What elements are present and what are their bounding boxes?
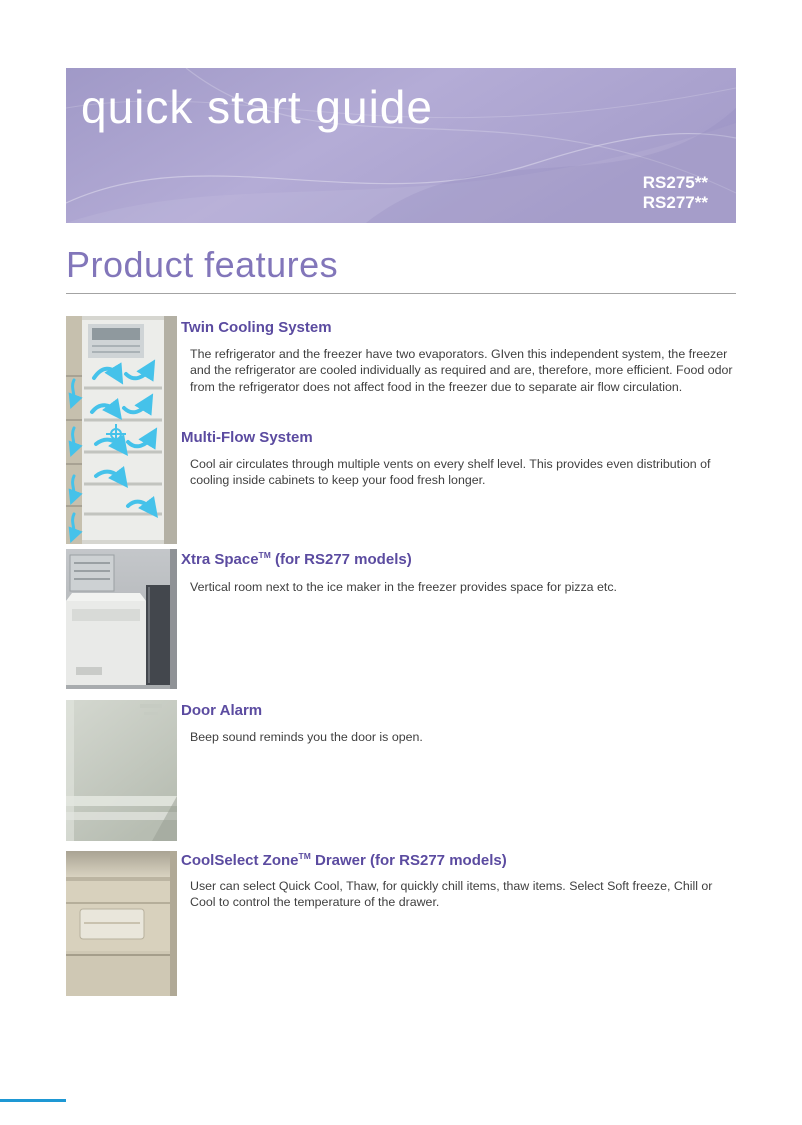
feature-heading-text: Multi-Flow System — [181, 429, 313, 446]
feature-heading-text: Door Alarm — [181, 702, 263, 719]
freezer-ice-maker-illustration — [66, 549, 177, 689]
feature-heading-multi-flow — [181, 428, 313, 446]
header-banner — [66, 68, 736, 223]
footer-accent-line — [0, 1099, 66, 1102]
feature-heading-suffix: Drawer (for RS277 models) — [310, 852, 507, 869]
xtra-space-image — [66, 549, 177, 689]
feature-body-twin-cooling: The refrigerator and the freezer have two evaporators. GIven this independent system, the freezer and the refrigerator are cooled individually as required and are, therefore, more efficient. Food odor from the refrigerator does not affect food in the freezer due to separate air flow circulation. — [190, 347, 733, 394]
trademark-superscript: TM — [258, 550, 271, 560]
door-alarm-image — [66, 700, 177, 841]
guide-title: quick start guide — [81, 81, 433, 133]
coolselect-zone-image — [66, 851, 177, 996]
twin-cooling-image — [66, 316, 177, 544]
drawer-illustration — [66, 851, 177, 996]
feature-heading-text: CoolSelect Zone — [181, 852, 299, 869]
open-door-illustration — [66, 700, 177, 841]
feature-body-multi-flow: Cool air circulates through multiple vents on every shelf level. This provides even distribution of cooling inside cabinets to keep your food fresh longer. — [190, 457, 711, 488]
feature-body-xtra-space: Vertical room next to the ice maker in the freezer provides space for pizza etc. — [190, 580, 617, 594]
feature-body-coolselect-zone: User can select Quick Cool, Thaw, for quickly chill items, thaw items. Select Soft freeze, Chill or Cool to control the temperature of the drawer. — [190, 879, 713, 910]
feature-heading-door-alarm — [181, 701, 262, 719]
model-number-rs275: RS275** — [642, 173, 708, 192]
title-divider — [66, 293, 736, 294]
model-numbers — [643, 173, 708, 213]
page-title: Product features — [66, 244, 339, 285]
feature-body-door-alarm: Beep sound reminds you the door is open. — [190, 730, 423, 744]
feature-heading-suffix: (for RS277 models) — [270, 551, 412, 568]
feature-heading-text: Xtra Space — [181, 551, 259, 568]
feature-heading-xtra-space — [181, 550, 412, 568]
fridge-interior-illustration — [66, 316, 177, 544]
feature-heading-twin-cooling — [181, 318, 332, 336]
trademark-superscript: TM — [298, 851, 311, 861]
feature-heading-text: Twin Cooling System — [181, 319, 332, 336]
model-number-rs277: RS277** — [642, 193, 708, 212]
feature-heading-coolselect-zone — [181, 851, 507, 869]
